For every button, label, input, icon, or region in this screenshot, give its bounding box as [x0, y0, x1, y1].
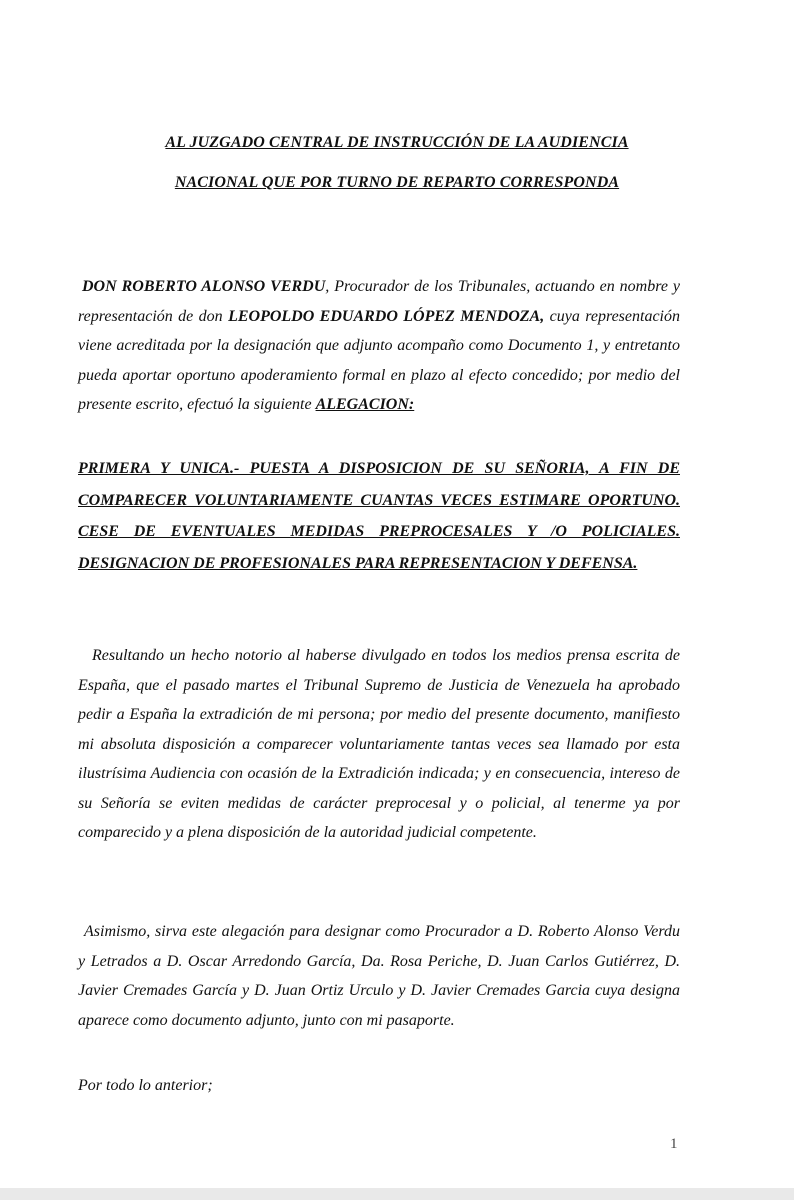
page-bottom-edge: [0, 1188, 794, 1200]
title-line-2: NACIONAL QUE POR TURNO DE REPARTO CORRESPONDA: [174, 174, 620, 191]
title-line-1: AL JUZGADO CENTRAL DE INSTRUCCIÓN DE LA AUDIENCIA: [165, 134, 629, 151]
client-name: LEOPOLDO EDUARDO LÓPEZ MENDOZA,: [228, 307, 545, 325]
procurador-name: DON ROBERTO ALONSO VERDU: [82, 278, 326, 295]
intro-text-a: , Procurador de los Tribunales, actuando en nombre y representación de don: [78, 278, 681, 325]
page-number: 1: [670, 1136, 678, 1152]
alegacion-label: ALEGACION:: [315, 396, 415, 413]
paragraph-2: Asimismo, sirva este alegación para designar como Procurador a D. Roberto Alonso Verdu y Letrados a D. Oscar Arredondo García, Da. Rosa Periche, D. Juan Carlos Gutiérrez, D. Javier Cremades García y D. Juan Ortiz Urculo y D. Javier Cremades Garcia cuya designa aparece como documento adjunto, junto con mi pasaporte.: [78, 923, 680, 1029]
intro-text-b: cuya representación viene acreditada por la designación que adjunto acompaño como Documento 1, y entretanto pueda aportar oportuno apoderamiento formal en plazo al efecto concedido; por medio del presente escrito, efectuó la siguiente: [78, 307, 681, 413]
section-heading: PRIMERA Y UNICA.- PUESTA A DISPOSICION DE SU SEÑORIA, A FIN DE COMPARECER VOLUNTARIAMENTE CUANTAS VECES ESTIMARE OPORTUNO. CESE DE EVENTUALES MEDIDAS PREPROCESALES Y /O POLICIALES. DESIGNACION DE PROFESIONALES PARA REPRESENTACION Y DEFENSA.: [78, 460, 680, 572]
intro-paragraph: [78, 272, 680, 420]
closing-line: Por todo lo anterior;: [78, 1077, 213, 1094]
paragraph-1: Resultando un hecho notorio al haberse divulgado en todos los medios prensa escrita de España, que el pasado martes el Tribunal Supremo de Justicia de Venezuela ha aprobado pedir a España la extradición de mi persona; por medio del presente documento, manifiesto mi absoluta disposición a comparecer voluntariamente tantas veces sea llamado por esta ilustrísima Audiencia con ocasión de la Extradición indicada; y en consecuencia, intereso de su Señoría se eviten medidas de carácter preprocesal y o policial, al tenerme ya por comparecido y a plena disposición de la autoridad judicial competente.: [78, 647, 680, 841]
